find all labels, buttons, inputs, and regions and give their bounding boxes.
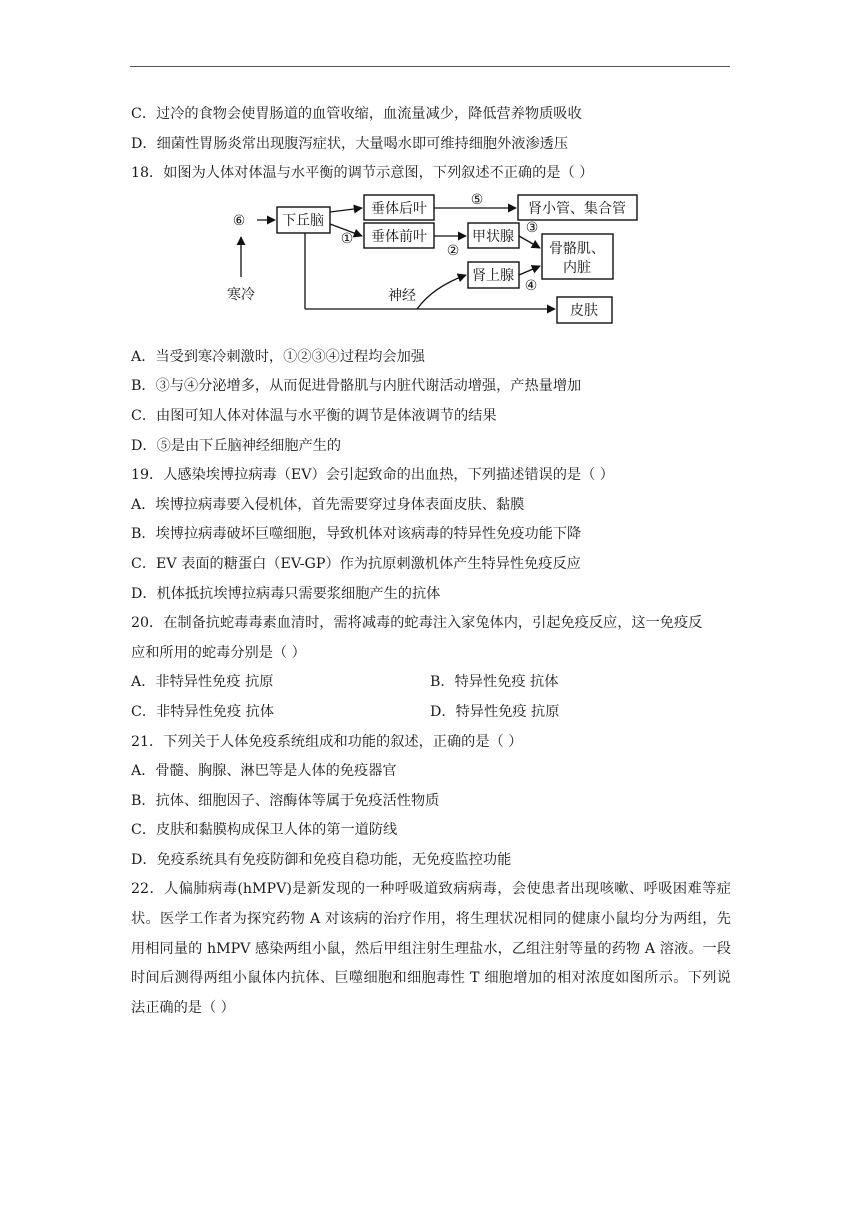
q19-option-d: D．机体抵抗埃博拉病毒只需要浆细胞产生的抗体 <box>131 585 441 602</box>
thyroid-box: 甲状腺 <box>472 228 514 245</box>
anterior-pituitary-box: 垂体前叶 <box>371 228 427 245</box>
q20-option-b: B．特异性免疫 抗体 <box>430 674 559 691</box>
q20-stem-line2: 应和所用的蛇毒分别是（ ） <box>131 644 306 661</box>
marker-1: ① <box>340 230 354 247</box>
posterior-pituitary-box: 垂体后叶 <box>371 200 427 217</box>
skin-box: 皮肤 <box>570 302 598 319</box>
q21-option-d: D．免疫系统具有免疫防御和免疫自稳功能，无免疫监控功能 <box>131 851 512 868</box>
q21-option-c: C．皮肤和黏膜构成保卫人体的第一道防线 <box>131 822 398 839</box>
adrenal-box: 肾上腺 <box>472 267 514 284</box>
q20-options-row1 <box>131 668 731 698</box>
q21-option-a: A．骨髓、胸腺、淋巴等是人体的免疫器官 <box>131 763 397 780</box>
q19-option-b: B．埃博拉病毒破坏巨噬细胞，导致机体对该病毒的特异性免疫功能下降 <box>131 526 582 543</box>
q17-option-c: C．过冷的食物会使胃肠道的血管收缩，血流量减少，降低营养物质吸收 <box>131 106 582 122</box>
q20-option-d: D．特异性免疫 抗原 <box>430 703 560 720</box>
q22-stem: 22．人偏肺病毒(hMPV)是新发现的一种呼吸道致病病毒，会使患者出现咳嗽、呼吸困难等症状。医学工作者为探究药物 A 对该病的治疗作用，将生理状况相同的健康小鼠均分为两组，先用相同量的 hMPV 感染两组小鼠，然后甲组注射生理盐水，乙组注射等量的药物 A 溶液。一段时间后测得两组小鼠体内抗体、巨噬细胞和细胞毒性 T 细胞增加的相对浓度如图所示。下列说法正确的是（ ） <box>131 881 731 1016</box>
nerve-label: 神经 <box>388 287 416 304</box>
q18-regulation-diagram <box>131 191 731 339</box>
kidney-tubule-box: 肾小管、集合管 <box>528 200 626 217</box>
hypothalamus-box: 下丘脑 <box>282 212 324 229</box>
header-rule <box>130 66 730 67</box>
q18-option-c: C．由图可知人体对体温与水平衡的调节是体液调节的结果 <box>131 407 497 424</box>
q18-option-b: B．③与④分泌增多，从而促进骨骼肌与内脏代谢活动增强，产热量增加 <box>131 378 582 395</box>
q18-stem: 18．如图为人体对体温与水平衡的调节示意图，下列叙述不正确的是（ ） <box>131 165 594 182</box>
q18-option-d: D．⑤是由下丘脑神经细胞产生的 <box>131 437 342 454</box>
muscle-box-line2: 内脏 <box>563 259 591 276</box>
marker-5: ⑤ <box>470 191 484 208</box>
exam-page <box>131 100 731 1023</box>
marker-2: ② <box>446 242 460 259</box>
node-6-label: ⑥ <box>232 212 246 229</box>
q20-options-row2 <box>131 698 731 728</box>
muscle-box-line1: 骨骼肌、 <box>549 240 605 257</box>
marker-3: ③ <box>525 219 539 236</box>
q20-stem-line1: 20．在制备抗蛇毒毒素血清时，需将减毒的蛇毒注入家兔体内，引起免疫反应，这一免疫反 <box>131 615 703 632</box>
q21-option-b: B．抗体、细胞因子、溶酶体等属于免疫活性物质 <box>131 792 440 809</box>
q20-option-c: C．非特异性免疫 抗体 <box>131 703 275 720</box>
q17-option-d: D．细菌性胃肠炎常出现腹泻症状，大量喝水即可维持细胞外液渗透压 <box>131 135 569 152</box>
q19-stem: 19．人感染埃博拉病毒（EV）会引起致命的出血热，下列描述错误的是（ ） <box>131 467 614 484</box>
q18-option-a: A．当受到寒冷刺激时，①②③④过程均会加强 <box>131 348 425 365</box>
cold-label: 寒冷 <box>227 286 255 303</box>
marker-4: ④ <box>524 277 538 294</box>
q21-stem: 21．下列关于人体免疫系统组成和功能的叙述，正确的是（ ） <box>131 733 523 750</box>
q19-option-a: A．埃博拉病毒要入侵机体，首先需要穿过身体表面皮肤、黏膜 <box>131 496 525 513</box>
q20-option-a: A．非特异性免疫 抗原 <box>131 674 274 691</box>
q19-option-c: C．EV 表面的糖蛋白（EV-GP）作为抗原刺激机体产生特异性免疫反应 <box>131 555 581 572</box>
